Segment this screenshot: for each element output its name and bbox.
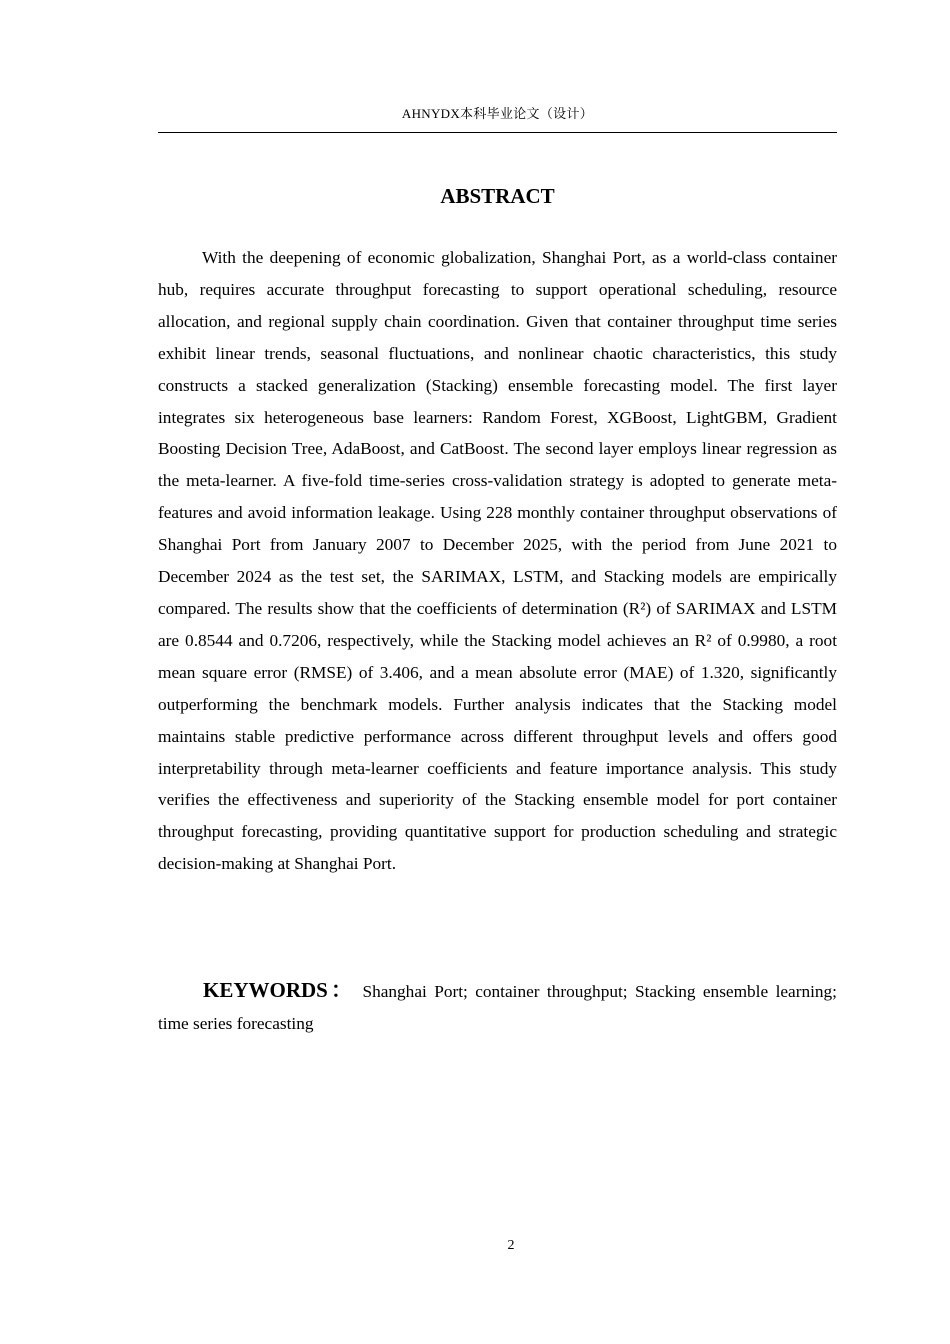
- keywords-label: KEYWORDS：: [203, 978, 356, 1002]
- page-number: 2: [507, 1238, 515, 1253]
- running-header: AHNYDX本科毕业论文（设计）: [401, 106, 594, 121]
- abstract-body: With the deepening of economic globalization, Shanghai Port, as a world-class container hub, requires accurate throughput forecasting to support operational scheduling, resource allocation, and regional supply chain coordination. Given that container throughput time series exhibit linear trends, seasonal fluctuations, and nonlinear chaotic characteristics, this study constructs a stacked generalization (Stacking) ensemble forecasting model. The first layer integrates six heterogeneous base learners: Random Forest, XGBoost, LightGBM, Gradient Boosting Decision Tree, AdaBoost, and CatBoost. The second layer employs linear regression as the meta-learner. A five-fold time-series cross-validation strategy is adopted to generate meta-features and avoid information leakage. Using 228 monthly container throughput observations of Shanghai Port from January 2007 to December 2025, with the period from June 2021 to December 2024 as the test set, the SARIMAX, LSTM, and Stacking models are empirically compared. The results show that the coefficients of determination (R²) of SARIMAX and LSTM are 0.8544 and 0.7206, respectively, while the Stacking model achieves an R² of 0.9980, a root mean square error (RMSE) of 3.406, and a mean absolute error (MAE) of 1.320, significantly outperforming the benchmark models. Further analysis indicates that the Stacking model maintains stable predictive performance across different throughput levels and offers good interpretability through meta-learner coefficients and feature importance analysis. This study verifies the effectiveness and superiority of the Stacking ensemble model for port container throughput forecasting, providing quantitative support for production scheduling and strategic decision-making at Shanghai Port.: [158, 248, 837, 874]
- header-divider: [158, 132, 837, 133]
- abstract-title: ABSTRACT: [440, 184, 555, 208]
- keywords-paragraph: [158, 975, 837, 1040]
- keywords-text: Shanghai Port; container throughput; Stacking ensemble learning; time series forecasting: [158, 982, 837, 1033]
